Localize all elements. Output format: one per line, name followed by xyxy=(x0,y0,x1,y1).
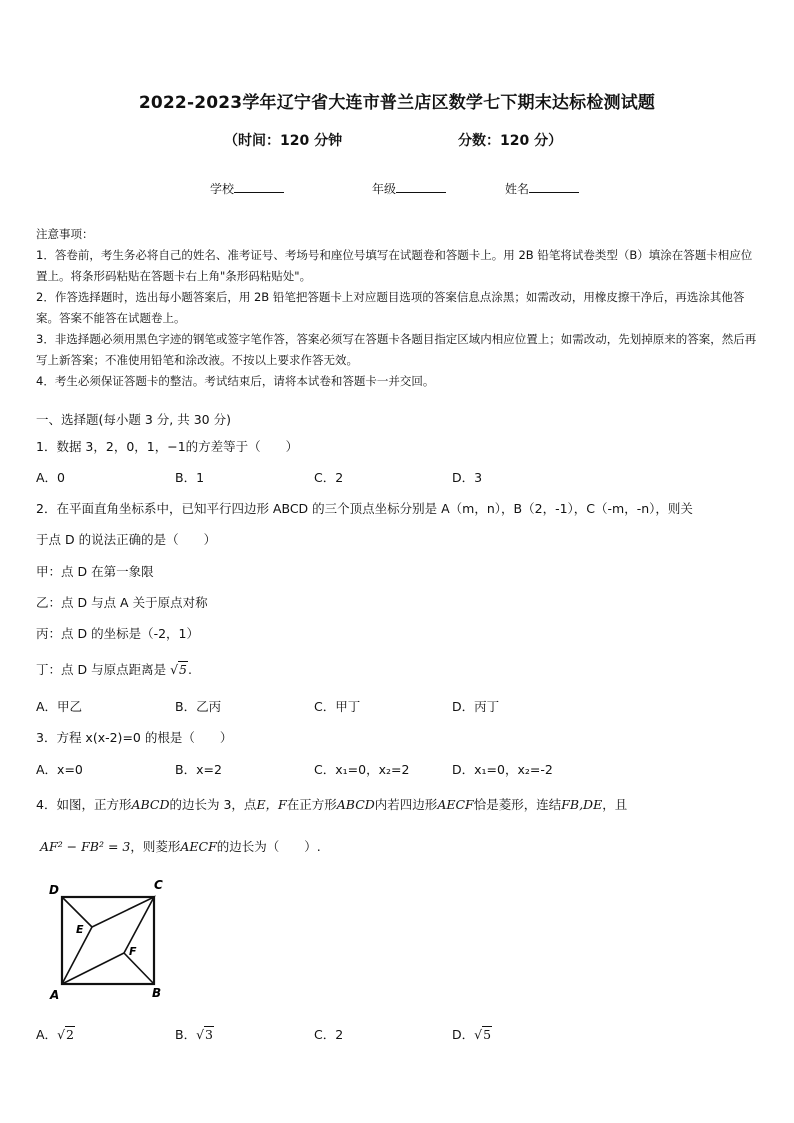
q1-option-a: A．0 xyxy=(36,470,66,485)
q4-stem-line2 xyxy=(40,837,321,855)
q2-option-a: A．甲乙 xyxy=(36,699,83,714)
page-title: 2022-2023学年辽宁省大连市普兰店区数学七下期末达标检测试题 xyxy=(138,93,656,113)
grade-blank xyxy=(396,180,446,193)
q2-statement-bing: 丙：点 D 的坐标是（-2，1） xyxy=(36,626,199,641)
q2-statement-jia: 甲：点 D 在第一象限 xyxy=(36,564,154,579)
q4-square-name: ABCD xyxy=(131,797,170,812)
q2-stem-line2: 于点 D 的说法正确的是（ ） xyxy=(36,532,217,547)
q1-stem: 1．数据 3，2，0，1，−1的方差等于（ ） xyxy=(36,439,299,454)
note-item-4: 4．考生必须保证答题卡的整洁。考试结束后，请将本试卷和答题卡一并交回。 xyxy=(36,374,435,388)
note-item-1: 1．答卷前，考生务必将自己的姓名、准考证号、考场号和座位号填写在试题卷和答题卡上。用 2B 铅笔将试卷类型（B）填涂在答题卡相应位置上。将条形码粘贴在答题卡右上角"条形码粘贴处"。 xyxy=(36,248,753,283)
q4-text-d: 内若四边形 xyxy=(374,797,438,812)
grade-label: 年级 xyxy=(372,182,397,196)
name-blank xyxy=(529,180,579,193)
q4-text-f: ，且 xyxy=(602,797,628,812)
label-d: D xyxy=(49,883,59,897)
q3-stem: 3．方程 x(x-2)=0 的根是（ ） xyxy=(36,730,233,745)
q4-text-g: ，则菱形 xyxy=(130,839,181,854)
label-a: A xyxy=(50,988,60,1002)
name-label: 姓名 xyxy=(505,182,530,196)
school-label: 学校 xyxy=(210,182,235,196)
q2-statement-ding-text: 丁：点 D 与原点距离是 xyxy=(36,662,167,677)
label-b: B xyxy=(152,986,162,1000)
q4-option-b xyxy=(175,1025,214,1043)
q2-statement-ding: 丁：点 D 与原点距离是 √5. xyxy=(36,662,192,677)
exam-time: （时间：120 分钟 xyxy=(224,133,343,149)
sqrt-symbol: √5 xyxy=(474,1027,492,1042)
q3-option-b: B．x=2 xyxy=(175,762,222,777)
q3-option-a: A．x=0 xyxy=(36,762,83,777)
note-item-2: 2．作答选择题时，选出每小题答案后，用 2B 铅笔把答题卡上对应题目选项的答案信息点涂黑；如需改动，用橡皮擦干净后，再选涂其他答案。答案不能答在试题卷上。 xyxy=(36,290,745,325)
label-f: F xyxy=(129,945,137,958)
q4-option-a-radicand: 2 xyxy=(66,1027,74,1042)
q1-option-c: C．2 xyxy=(314,470,344,485)
school-field xyxy=(210,180,284,197)
q2-option-b: B．乙丙 xyxy=(175,699,222,714)
q4-equation: AF² − FB² = 3 xyxy=(40,839,131,854)
q4-rhombus-name-2: AECF xyxy=(180,839,217,854)
notes-section xyxy=(36,224,760,392)
q4-text-e: 恰是菱形，连结 xyxy=(473,797,562,812)
q2-stem-line1: 2．在平面直角坐标系中，已知平行四边形 ABCD 的三个顶点坐标分别是 A（m，n），B（2，-1），C（-m，-n），则关 xyxy=(36,501,693,516)
sqrt-symbol: √2 xyxy=(57,1027,74,1042)
q4-text-b: 的边长为 3，点 xyxy=(169,797,257,812)
notes-heading: 注意事项： xyxy=(36,227,94,241)
q1-option-b: B．1 xyxy=(175,470,205,485)
q4-segments: FB,DE xyxy=(561,797,603,812)
q4-text-h: 的边长为（ ）. xyxy=(216,839,321,854)
sqrt-symbol: √5 xyxy=(170,662,187,677)
q4-option-d-prefix: D． xyxy=(452,1027,475,1042)
q4-option-d-radicand: 5 xyxy=(483,1027,492,1042)
q2-radicand: 5 xyxy=(179,662,187,677)
q3-option-d: D．x₁=0，x₂=-2 xyxy=(452,762,553,777)
note-item-3: 3．非选择题必须用黑色字迹的钢笔或签字笔作答，答案必须写在答题卡各题目指定区域内相应位置上；如需改动，先划掉原来的答案，然后再写上新答案；不准使用铅笔和涂改液。不按以上要求作答无效。 xyxy=(36,332,757,367)
q4-figure xyxy=(40,875,180,1005)
q3-option-c: C．x₁=0，x₂=2 xyxy=(314,762,410,777)
section-heading: 一、选择题(每小题 3 分, 共 30 分) xyxy=(36,412,231,427)
name-field xyxy=(505,180,579,197)
q2-option-c: C．甲丁 xyxy=(314,699,361,714)
q4-option-a-prefix: A． xyxy=(36,1027,58,1042)
q4-points: E，F xyxy=(256,797,287,812)
q2-statement-yi: 乙：点 D 与点 A 关于原点对称 xyxy=(36,595,208,610)
q2-option-d: D．丙丁 xyxy=(452,699,500,714)
q4-option-c: C．2 xyxy=(314,1027,344,1042)
q4-text-a: 4．如图，正方形 xyxy=(36,797,132,812)
q4-option-b-radicand: 3 xyxy=(205,1027,213,1042)
label-e: E xyxy=(76,923,84,936)
q1-option-d: D．3 xyxy=(452,470,483,485)
q4-rhombus-name: AECF xyxy=(437,797,474,812)
label-c: C xyxy=(154,878,163,892)
q4-stem-line1 xyxy=(36,795,627,813)
q4-text-c: 在正方形 xyxy=(286,797,337,812)
sqrt-symbol: √3 xyxy=(196,1027,213,1042)
grade-field xyxy=(372,180,446,197)
q4-square-name-2: ABCD xyxy=(336,797,375,812)
school-blank xyxy=(234,180,284,193)
q4-option-a xyxy=(36,1025,75,1043)
exam-score: 分数：120 分） xyxy=(458,133,563,149)
q4-option-b-prefix: B． xyxy=(175,1027,197,1042)
q4-option-d xyxy=(452,1025,492,1043)
